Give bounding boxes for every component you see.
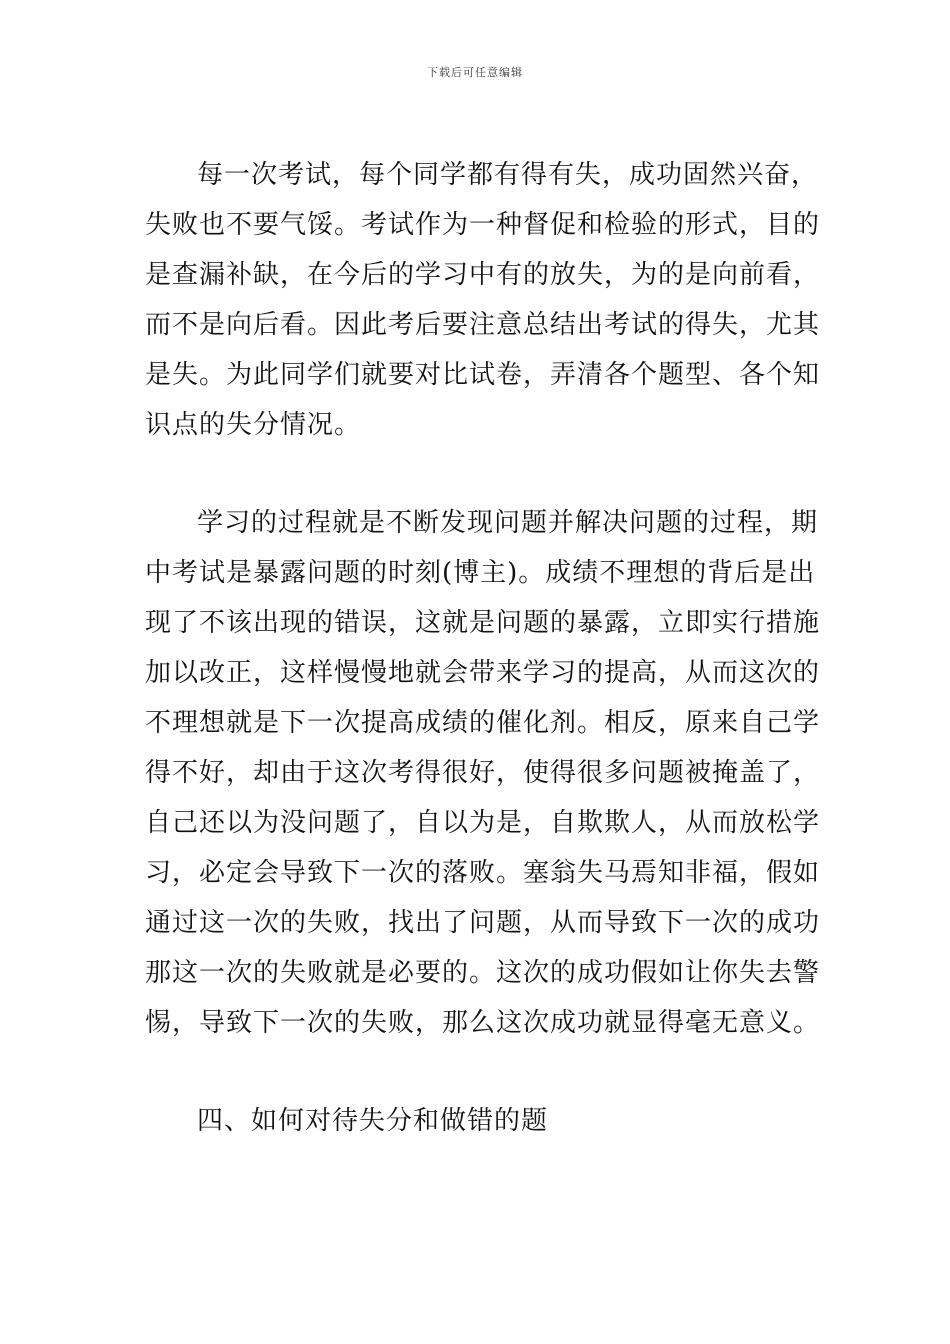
text-line: 每一次考试，每个同学都有得有失，成功固然兴奋，	[197, 160, 819, 190]
paragraph	[145, 150, 821, 450]
text-line: 中考试是暴露问题的时刻(博主)。成绩不理想的背后是出	[145, 558, 816, 588]
text-line: 惕，导致下一次的失败，那么这次成功就显得毫无意义。	[145, 1008, 821, 1038]
text-line: 加以改正，这样慢慢地就会带来学习的提高，从而这次的	[145, 658, 821, 688]
text-line: 不理想就是下一次提高成绩的催化剂。相反，原来自己学	[145, 708, 821, 738]
text-line: 那这一次的失败就是必要的。这次的成功假如让你失去警	[145, 958, 821, 988]
text-line: 得不好，却由于这次考得很好，使得很多问题被掩盖了，	[145, 758, 821, 788]
text-line: 学习的过程就是不断发现问题并解决问题的过程，期	[197, 508, 819, 538]
text-line: 是失。为此同学们就要对比试卷，弄清各个题型、各个知	[145, 360, 821, 390]
paragraph	[145, 498, 821, 1048]
paragraph-gap	[145, 1048, 810, 1096]
page-header: 下载后可任意编辑	[427, 66, 523, 79]
document-body	[145, 150, 821, 1146]
text-line: 失败也不要气馁。考试作为一种督促和检验的形式，目的	[145, 210, 821, 240]
text-line: 识点的失分情况。	[145, 410, 362, 440]
text-line: 而不是向后看。因此考后要注意总结出考试的得失，尤其	[145, 310, 821, 340]
text-line: 现了不该出现的错误，这就是问题的暴露，立即实行措施	[145, 608, 821, 638]
text-line: 习，必定会导致下一次的落败。塞翁失马焉知非福，假如	[145, 858, 821, 888]
section-heading: 四、如何对待失分和做错的题	[197, 1106, 549, 1136]
text-line: 自己还以为没问题了，自以为是，自欺欺人，从而放松学	[145, 808, 821, 838]
paragraph-gap	[145, 450, 810, 498]
text-line: 是查漏补缺，在今后的学习中有的放失，为的是向前看，	[145, 260, 821, 290]
text-line: 通过这一次的失败，找出了问题，从而导致下一次的成功	[145, 908, 821, 938]
